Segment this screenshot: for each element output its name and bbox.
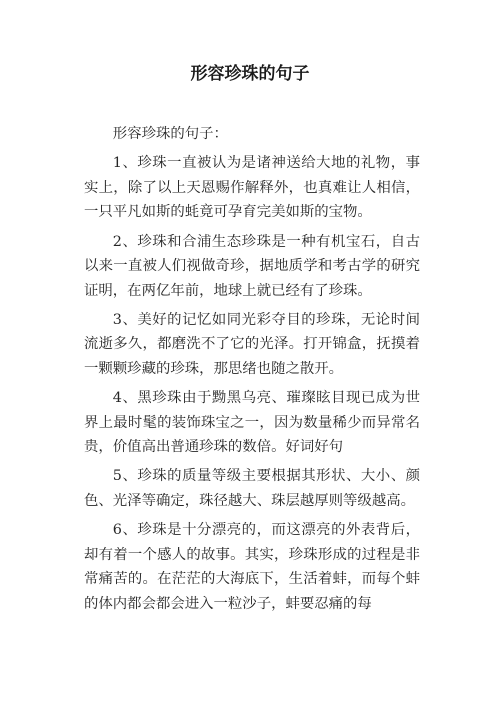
intro-line: 形容珍珠的句子：: [112, 126, 228, 142]
paragraph-3: 3、美好的记忆如同光彩夺目的珍珠，无论时间流逝多久，都磨洗不了它的光泽。打开锦盒，抚摸着一颗颗珍藏的珍珠，那思绪也随之散开。: [84, 311, 420, 377]
document-body: [84, 122, 420, 621]
paragraph-5: 5、珍珠的质量等级主要根据其形状、大小、颜色、光泽等确定，珠径越大、珠层越厚则等级越高。: [84, 468, 420, 509]
paragraph-6: 6、珍珠是十分漂亮的，而这漂亮的外表背后，却有着一个感人的故事。其实，珍珠形成的过程是非常痛苦的。在茫茫的大海底下，生活着蚌，而每个蚌的体内都会都会进入一粒沙子，蚌要忍痛的每: [84, 522, 420, 612]
page-title: 形容珍珠的句子: [190, 64, 310, 84]
paragraph-4: 4、黑珍珠由于黝黑乌亮、璀璨眩目现已成为世界上最时髦的装饰珠宝之一，因为数量稀少而异常名贵，价值高出普通珍珠的数倍。好词好句: [84, 390, 420, 456]
paragraph-1: 1、珍珠一直被认为是诸神送给大地的礼物，事实上，除了以上天恩赐作解释外，也真难让人相信，一只平凡如斯的蚝竟可孕育完美如斯的宝物。: [84, 155, 420, 221]
paragraph-2: 2、珍珠和合浦生态珍珠是一种有机宝石，自古以来一直被人们视做奇珍，据地质学和考古学的研究证明，在两亿年前，地球上就已经有了珍珠。: [84, 233, 420, 299]
